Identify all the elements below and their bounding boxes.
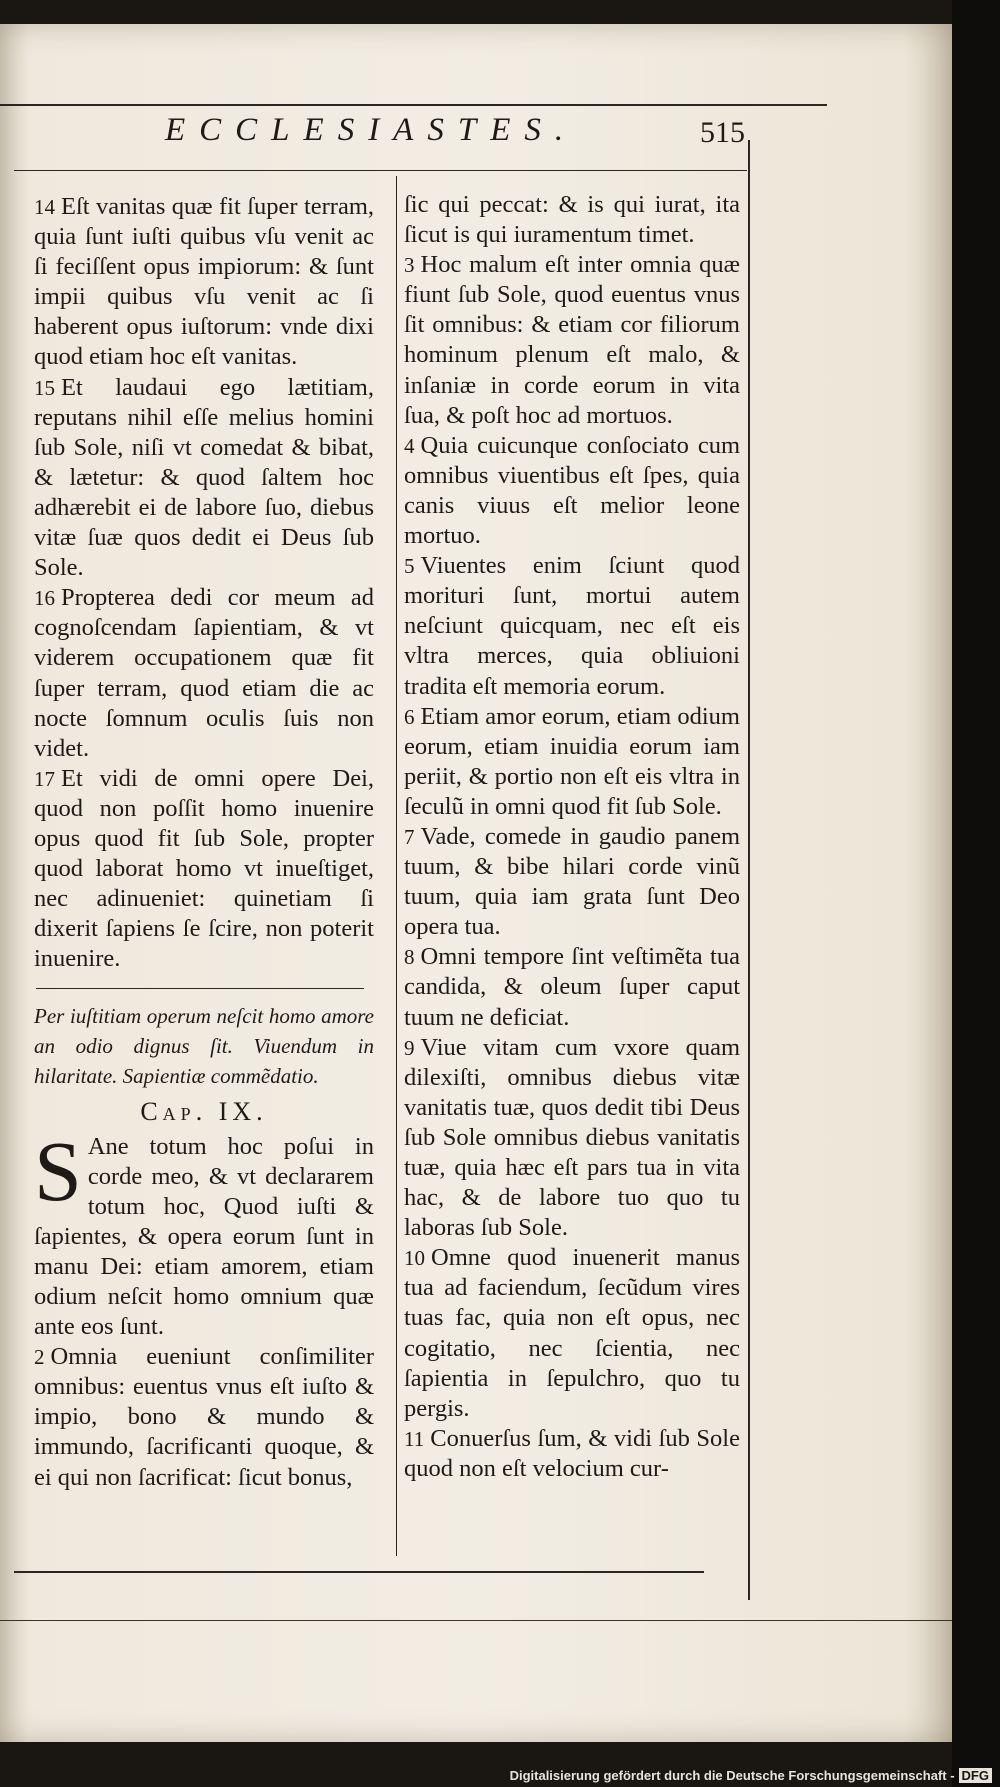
chapter-opening: S Ane totum hoc poſui in corde meo, & vt declararem totum hoc, Quod iuſti & ſapientes, & opera eorum ſunt in manu Dei: etiam amorem, etiam odium neſcit homo omnium quæ ante eos ſunt.: [34, 1122, 374, 1341]
scanned-page: [0, 24, 952, 1742]
verse: 15 Et laudaui ego lætitiam, reputans nihil eſſe melius homini ſub Sole, niſi vt comedat & bibat, & lætetur: & quod ſaltem hoc adhærebit ei de labore ſuo, diebus vitæ ſuæ quos dedit ei Deus ſub Sole.: [34, 373, 374, 582]
right-border-rule: [748, 140, 750, 1600]
verse: 3 Hoc malum eſt inter omnia quæ fiunt ſub Sole, quod euentus vnus ſit omnibus: & etiam cor filiorum hominum plenum eſt malo, & inſaniæ in corde eorum in vita ſua, & poſt hoc ad mortuos.: [404, 251, 740, 429]
verse: 2 Omnia eueniunt conſimiliter omnibus: euentus vnus eſt iuſto & impio, bono & mundo & immundo, ſacrificanti quoque, & ei qui non ſacrificat: ſicut bonus,: [34, 1343, 374, 1491]
chapter-summary: Per iuſtitiam operum neſcit homo amore an odio dignus ſit. Viuendum in hilaritate. Sapientiæ commẽdatio.: [34, 1004, 374, 1089]
dfg-logo: DFG: [959, 1768, 992, 1783]
column-divider: [396, 176, 397, 1556]
verse: 8 Omni tempore ſint veſtimẽta tua candida, & oleum ſuper caput tuum ne deficiat.: [404, 943, 740, 1031]
verse: 16 Propterea dedi cor meum ad cognoſcendam ſapientiam, & vt viderem occupationem quæ fit ſuper terram, quod etiam die ac nocte ſomnum oculis ſuis non videt.: [34, 584, 374, 762]
verse: 14 Eſt vanitas quæ fit ſuper terram, quia ſunt iuſti quibus vſu venit ac ſi feciſſent opus impiorum: & ſunt impii quibus vſu venit ac ſi haberent opus iuſtorum: vnde dixi quod etiam hoc eſt vanitas.: [34, 193, 374, 371]
drop-cap: S: [34, 1122, 82, 1219]
verse: 11 Conuerſus ſum, & vidi ſub Sole quod non eſt velocium cur-: [404, 1424, 740, 1482]
chapter-title: Cap. IX.: [140, 1097, 268, 1127]
verse: 9 Viue vitam cum vxore quam dilexiſti, omnibus diebus vitæ vanitatis tuæ, quos dedit tibi Deus ſub Sole omnibus diebus vanitatis tuæ, quia hæc eſt pars tua in vita hac, & de labore tuo quo tu laboras ſub Sole.: [404, 1033, 740, 1242]
verse: 10 Omne quod inuenerit manus tua ad faciendum, ſecũdum vires tuas fac, quia non eſt opus, nec cogitatio, nec ſcientia, nec ſapientia in ſepulchro, quo tu pergis.: [404, 1244, 740, 1422]
verse: 4 Quia cuicunque conſociato cum omnibus viuentibus eſt ſpes, quia canis viuus eſt melior leone mortuo.: [404, 431, 740, 550]
scan-border: [952, 0, 1000, 1787]
credit-text: Digitalisierung gefördert durch die Deutsche Forschungsgemeinschaft -: [509, 1768, 955, 1783]
header-rule: [14, 170, 747, 171]
verse: 6 Etiam amor eorum, etiam odium eorum, etiam inuidia eorum iam periit, & portio non eſt eis vltra in ſeculũ in omni quod fit ſub Sole.: [404, 702, 740, 820]
footer-rule: [14, 1571, 704, 1573]
page-number: 515: [700, 116, 745, 149]
running-head: ECCLESIASTES.: [165, 112, 578, 148]
lower-rule: [0, 1620, 952, 1621]
digitization-credit: [510, 1768, 992, 1783]
verse-continuation: ſic qui peccat: & is qui iurat, ita ſicut is qui iuramentum timet.: [404, 191, 740, 249]
verse: 5 Viuentes enim ſciunt quod morituri ſunt, mortui autem neſciunt quicquam, nec eſt eis vltra merces, quia obliuioni tradita eſt memoria eorum.: [404, 552, 740, 700]
top-rule: [0, 104, 827, 106]
left-column: [34, 192, 374, 1493]
verse: 7 Vade, comede in gaudio panem tuum, & bibe hilari corde vinũ tuum, quia iam grata ſunt Deo opera tua.: [404, 822, 740, 941]
summary-rule: [36, 988, 364, 989]
right-column: [404, 190, 740, 1484]
verse: 17 Et vidi de omni opere Dei, quod non poſſit homo inuenire opus quod fit ſub Sole, propter quod laborat homo vt inueſtiget, nec adinueniet: quinetiam ſi dixerit ſapiens ſe ſcire, non poterit inuenire.: [34, 764, 374, 973]
